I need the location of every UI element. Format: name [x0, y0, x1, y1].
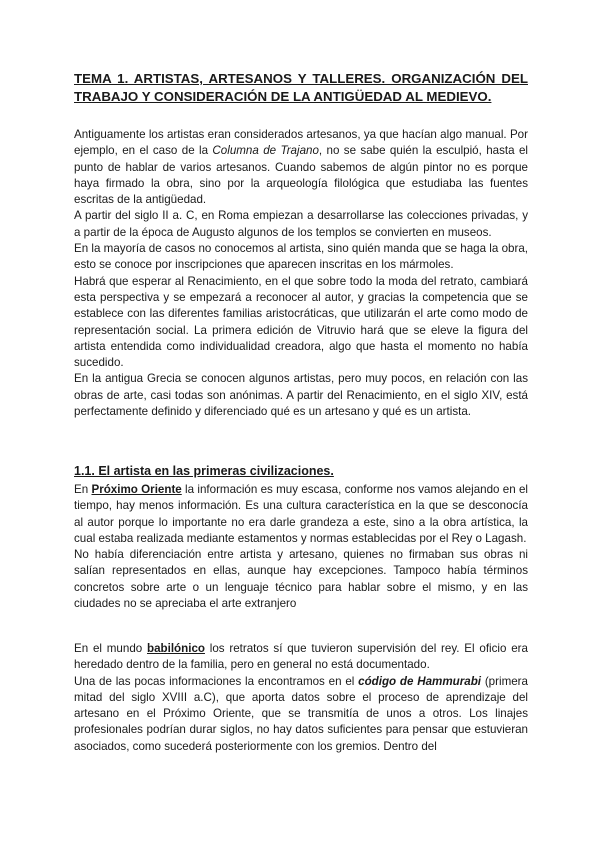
text-run: En el mundo [74, 642, 147, 655]
text-run: los retratos sí que tuvieron supervisión del rey. El oficio era heredado dentro de la familia, pero en general no está documentado. [74, 642, 528, 672]
section-heading: 1.1. El artista en las primeras civilizaciones. [74, 464, 334, 478]
section-body-1 [74, 482, 528, 612]
text-run: En [74, 483, 92, 496]
section-paragraph-2: No había diferenciación entre artista y artesano, quienes no firmaban sus obras ni salían representados en ellas, aunque hay excepciones. Tampoco había términos concretos sobre arte o un lenguaje técnico para hablar sobre el mismo, y en las ciudades no se apreciaba el arte extranjero [74, 548, 528, 611]
page-title: TEMA 1. ARTISTAS, ARTESANOS Y TALLERES. ORGANIZACIÓN DEL TRABAJO Y CONSIDERACIÓN DE LA ANTIGÜEDAD AL MEDIEVO. [74, 71, 528, 104]
intro-paragraph-3: En la mayoría de casos no conocemos al artista, sino quién manda que se haga la obra, esto se conoce por inscripciones que aparecen inscritas en los mármoles. [74, 242, 528, 272]
text-run: , no se sabe quién la esculpió, hasta el punto de hablar de varios artesanos. Cuando sabemos de algún pintor no es porque haya firmado la obra, sino por la arqueología filológica que estudiaba las fuentes escritas de la antigüedad. [74, 144, 528, 207]
text-run: Antiguamente los artistas eran considerados artesanos, ya que hacían algo manual. Por ejemplo, en el caso de la [74, 128, 528, 158]
section-body-2 [74, 641, 528, 755]
bold-italic-term: código de Hammurabi [358, 674, 482, 688]
underlined-term: Próximo Oriente [91, 483, 182, 496]
intro-paragraph-1 [74, 127, 528, 208]
section-paragraph-1 [74, 482, 528, 547]
intro-paragraph-4: Habrá que esperar al Renacimiento, en el que sobre todo la moda del retrato, cambiará esta perspectiva y se empezará a reconocer al autor, y gracias la competencia que se establece con las diferentes familias aristocráticas, que utilizarán el arte como modo de representación social. La primera edición de Vitruvio hará que se eleve la figura del artista entendida como individualidad creadora, algo que hasta el momento no había sucedido. [74, 274, 528, 370]
section-paragraph-4 [74, 674, 528, 755]
underlined-term: babilónico [147, 642, 205, 655]
intro-section [74, 127, 528, 420]
text-run: Una de las pocas informaciones la encontramos en el [74, 674, 359, 688]
section-paragraph-3 [74, 641, 528, 674]
intro-paragraph-2: A partir del siglo II a. C, en Roma empiezan a desarrollarse las colecciones privadas, y a partir de la época de Augusto algunos de los templos se convierten en museos. [74, 209, 528, 239]
text-run: la información es muy escasa, conforme nos vamos alejando en el tiempo, hay menos información. Es una cultura característica en la que se desconocía al autor porque lo importante no era darle grandeza a este, sino a la obra artística, la cual estaba realizada mediante estamentos y normas establecidas por el Rey o Lagash. [74, 483, 528, 545]
text-run: (primera mitad del siglo XVIII a.C), que aporta datos sobre el proceso de aprendizaje del artesano en el Próximo Oriente, que se transmitía de unos a otros. Los linajes profesionales podrían durar siglos, no hay datos suficientes para pensar que estuvieran asociados, como sucederá posteriormente con los gremios. Dentro del [74, 674, 528, 753]
intro-paragraph-5: En la antigua Grecia se conocen algunos artistas, pero muy pocos, en relación con las obras de arte, casi todas son anónimas. A partir del Renacimiento, en el siglo XIV, está perfectamente definido y diferenciado qué es un artesano y qué es un artista. [74, 372, 528, 419]
italic-text: Columna de Trajano [212, 144, 319, 158]
